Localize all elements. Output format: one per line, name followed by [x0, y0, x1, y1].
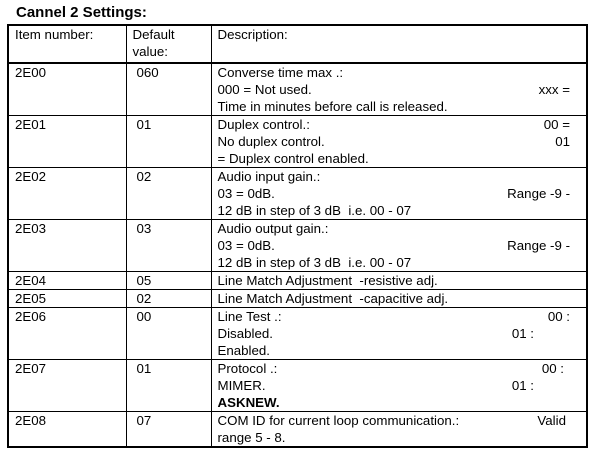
desc-line: Protocol .: 00 : [217, 361, 564, 376]
header-default-value [126, 25, 211, 63]
section-title: Cannel 2 Settings: [16, 4, 147, 21]
table-row [8, 308, 587, 360]
description [211, 272, 587, 290]
header-description: Description: [211, 25, 587, 63]
item-number: 2E01 [8, 116, 126, 168]
desc-line: Line Match Adjustment -capacitive adj. [217, 291, 449, 306]
desc-line: 12 dB in step of 3 dB i.e. 00 - 07 [217, 255, 412, 270]
item-number: 2E05 [8, 290, 126, 308]
item-number: 2E04 [8, 272, 126, 290]
table-row [8, 272, 587, 290]
item-number: 2E00 [8, 63, 126, 116]
item-number: 2E03 [8, 220, 126, 272]
default-value: 01 [126, 116, 211, 168]
item-number: 2E08 [8, 412, 126, 448]
default-value: 02 [126, 290, 211, 308]
desc-line: Duplex control.: 00 = [217, 117, 570, 132]
item-number: 2E02 [8, 168, 126, 220]
default-value: 07 [126, 412, 211, 448]
description [211, 168, 587, 220]
desc-line: No duplex control. 01 [217, 134, 570, 149]
desc-line: Audio input gain.: [217, 169, 321, 184]
description [211, 412, 587, 448]
table-row [8, 168, 587, 220]
desc-line: Enabled. [217, 343, 270, 358]
desc-line: Converse time max .: [217, 65, 344, 80]
item-number: 2E07 [8, 360, 126, 412]
desc-line: Line Match Adjustment -resistive adj. [217, 273, 438, 288]
desc-line: 03 = 0dB. Range -9 - [217, 186, 570, 201]
table-row [8, 412, 587, 448]
description [211, 290, 587, 308]
default-value: 03 [126, 220, 211, 272]
desc-line: MIMER. 01 : [217, 378, 534, 393]
desc-line: 03 = 0dB. Range -9 - [217, 238, 570, 253]
default-value: 01 [126, 360, 211, 412]
table-header-row [8, 25, 587, 63]
table-row [8, 360, 587, 412]
desc-line: range 5 - 8. [217, 430, 286, 445]
description [211, 63, 587, 116]
header-item-number: Item number: [8, 25, 126, 63]
desc-line: Time in minutes before call is released. [217, 99, 448, 114]
desc-line: COM ID for current loop communication.: Valid [217, 413, 566, 428]
desc-line: Line Test .: 00 : [217, 309, 570, 324]
table-row [8, 116, 587, 168]
description [211, 220, 587, 272]
header-default-line2: value: [132, 44, 168, 59]
desc-line: ASKNEW. [217, 395, 280, 410]
desc-line: 12 dB in step of 3 dB i.e. 00 - 07 [217, 203, 412, 218]
item-number: 2E06 [8, 308, 126, 360]
desc-line: 000 = Not used. xxx = [217, 82, 570, 97]
default-value: 060 [126, 63, 211, 116]
desc-line: Audio output gain.: [217, 221, 329, 236]
table-row [8, 63, 587, 116]
description [211, 116, 587, 168]
default-value: 02 [126, 168, 211, 220]
default-value: 05 [126, 272, 211, 290]
header-default-line1: Default [132, 27, 175, 42]
table-row [8, 220, 587, 272]
desc-line: Disabled. 01 : [217, 326, 534, 341]
settings-table [7, 24, 588, 448]
description [211, 360, 587, 412]
desc-line: = Duplex control enabled. [217, 151, 369, 166]
table-row [8, 290, 587, 308]
default-value: 00 [126, 308, 211, 360]
description [211, 308, 587, 360]
